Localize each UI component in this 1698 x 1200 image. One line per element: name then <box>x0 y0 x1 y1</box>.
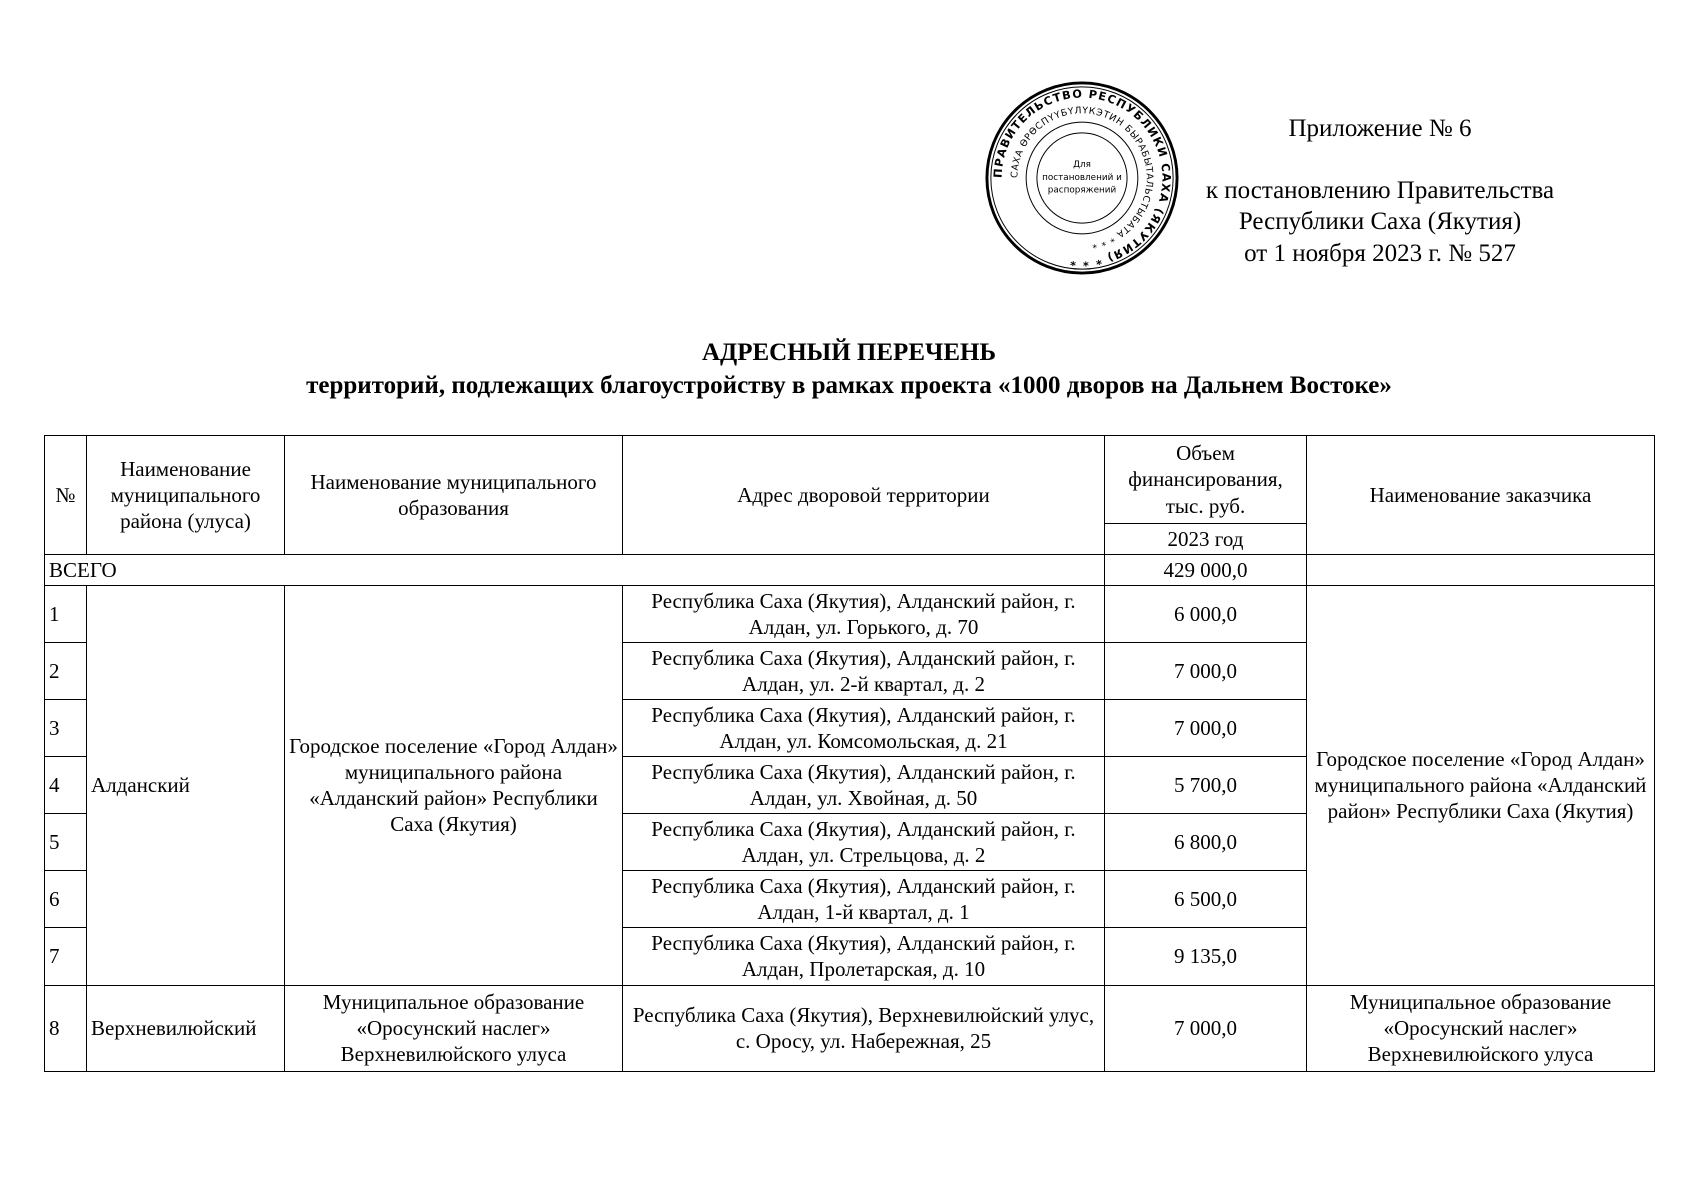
row-funding: 7 000,0 <box>1105 700 1307 757</box>
header-district: Наименование муниципального района (улуса) <box>87 436 285 555</box>
row-num: 2 <box>45 643 87 700</box>
header-address: Адрес дворовой территории <box>623 436 1105 555</box>
address-list-table <box>44 435 1655 1072</box>
table-row <box>45 586 1655 643</box>
row-funding: 6 500,0 <box>1105 871 1307 928</box>
appendix-line-2: Республики Саха (Якутия) <box>1238 208 1522 235</box>
appendix-line-3: от 1 ноября 2023 г. № 527 <box>1244 239 1516 267</box>
seal-outer-text: ПРАВИТЕЛЬСТВО РЕСПУБЛИКИ САХА (ЯКУТИЯ) * * * <box>991 87 1173 269</box>
appendix-line-1: к постановлению Правительства <box>1205 176 1555 204</box>
row-num: 6 <box>45 871 87 928</box>
header-funding: Объем финансирования, тыс. руб. <box>1105 436 1307 524</box>
appendix-block <box>1190 113 1570 269</box>
seal-inner-text: САХА ӨРӨСПҮҮБҮЛҮКЭТИН БЫРАБЫТАЛЬСТЫБАТА * * * <box>1009 105 1155 250</box>
row-address: Республика Саха (Якутия), Алданский район, г. Алдан, ул. Комсомольская, д. 21 <box>623 700 1105 757</box>
total-row <box>45 555 1655 586</box>
header-year: 2023 год <box>1105 524 1307 555</box>
row-funding: 5 700,0 <box>1105 757 1307 814</box>
row-funding: 6 800,0 <box>1105 814 1307 871</box>
row-address: Республика Саха (Якутия), Алданский район, г. Алдан, ул. 2-й квартал, д. 2 <box>623 643 1105 700</box>
row-funding: 6 000,0 <box>1105 586 1307 643</box>
row8-municipality: Муниципальное образование «Оросунский наслег» Верхневилюйского улуса <box>285 985 623 1071</box>
header-customer: Наименование заказчика <box>1307 436 1655 555</box>
group1-municipality: Городское поселение «Город Алдан» муниципального района «Алданский район» Республики Саха (Якутия) <box>285 586 623 985</box>
row-funding: 7 000,0 <box>1105 985 1307 1071</box>
table-header-row <box>45 436 1655 524</box>
title-line-2: территорий, подлежащих благоустройству в рамках проекта «1000 дворов на Дальнем Востоке» <box>306 372 1392 399</box>
row8-customer: Муниципальное образование «Оросунский наслег» Верхневилюйского улуса <box>1307 985 1655 1071</box>
group1-customer: Городское поселение «Город Алдан» муниципального района «Алданский район» Республики Саха (Якутия) <box>1307 586 1655 985</box>
row-num: 4 <box>45 757 87 814</box>
row-address: Республика Саха (Якутия), Алданский район, г. Алдан, ул. Горького, д. 70 <box>623 586 1105 643</box>
row-funding: 9 135,0 <box>1105 928 1307 985</box>
row-funding: 7 000,0 <box>1105 643 1307 700</box>
seal-center-line-2: постановлений и <box>1042 172 1122 183</box>
seal-center-line-3: распоряжений <box>1047 185 1117 196</box>
row-address: Республика Саха (Якутия), Верхневилюйский улус, с. Оросу, ул. Набережная, 25 <box>623 985 1105 1071</box>
row-address: Республика Саха (Якутия), Алданский район, г. Алдан, 1-й квартал, д. 1 <box>623 871 1105 928</box>
row-num: 8 <box>45 985 87 1071</box>
row-address: Республика Саха (Якутия), Алданский район, г. Алдан, Пролетарская, д. 10 <box>623 928 1105 985</box>
appendix-number: Приложение № 6 <box>1288 115 1472 142</box>
row-num: 3 <box>45 700 87 757</box>
table-row <box>45 985 1655 1071</box>
header-municipality: Наименование муниципального образования <box>285 436 623 555</box>
row-num: 5 <box>45 814 87 871</box>
header-num: № <box>45 436 87 555</box>
row-address: Республика Саха (Якутия), Алданский район, г. Алдан, ул. Стрельцова, д. 2 <box>623 814 1105 871</box>
total-label: ВСЕГО <box>45 555 1105 586</box>
row-num: 7 <box>45 928 87 985</box>
total-empty-cell <box>1307 555 1655 586</box>
group1-district: Алданский <box>87 586 285 985</box>
row-address: Республика Саха (Якутия), Алданский район, г. Алдан, ул. Хвойная, д. 50 <box>623 757 1105 814</box>
row-num: 1 <box>45 586 87 643</box>
total-value: 429 000,0 <box>1105 555 1307 586</box>
row8-district: Верхневилюйский <box>87 985 285 1071</box>
title-line-1: АДРЕСНЫЙ ПЕРЕЧЕНЬ <box>701 339 996 366</box>
document-title <box>0 336 1698 402</box>
seal-center-line-1: Для <box>1073 160 1091 171</box>
official-seal-stamp <box>984 80 1180 276</box>
